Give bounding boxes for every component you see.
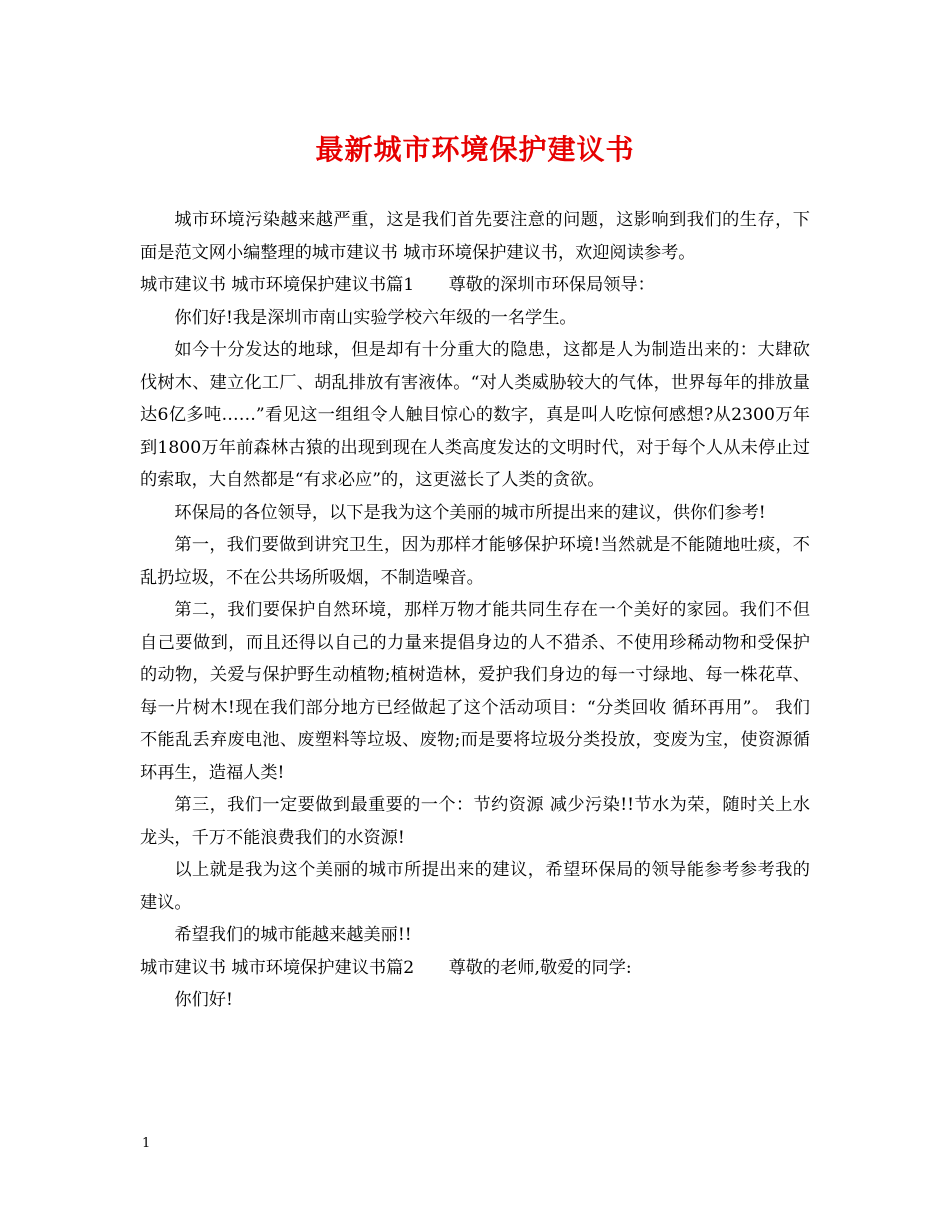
paragraph: 希望我们的城市能越来越美丽!!	[174, 925, 412, 945]
section-heading: 城市建议书 城市环境保护建议书篇1 尊敬的深圳市环保局领导：	[140, 275, 655, 295]
paragraph: 你们好!我是深圳市南山实验学校六年级的一名学生。	[174, 307, 577, 328]
paragraph: 第一，我们要做到讲究卫生，因为那样才能够保护环境!当然就是不能随地吐痰，不乱扔垃圾，不在公共场所吸烟，不制造噪音。	[140, 535, 810, 588]
document-title: 最新城市环境保护建议书	[315, 133, 635, 166]
paragraph: 你们好!	[174, 990, 233, 1010]
paragraph: 如今十分发达的地球，但是却有十分重大的隐患，这都是人为制造出来的：大肆砍伐树木、建立化工厂、胡乱排放有害液体。“对人类威胁较大的气体，世界每年的排放量达6亿多吨……”看见这一组组令人触目惊心的数字，真是叫人吃惊何感想?从2300万年到1800万年前森林古猿的出现到现在人类高度发达的文明时代，对于每个人从未停止过的索取，大自然都是“有求必应”的，这更滋长了人类的贪欲。	[140, 340, 810, 490]
section-heading: 城市建议书 城市环境保护建议书篇2 尊敬的老师,敬爱的同学:	[140, 957, 632, 978]
paragraph: 第三，我们一定要做到最重要的一个：节约资源 减少污染!!节水为荣，随时关上水龙头，千万不能浪费我们的水资源!	[140, 795, 810, 848]
paragraph: 以上就是我为这个美丽的城市所提出来的建议，希望环保局的领导能参考参考我的建议。	[140, 860, 810, 913]
page-number: 1	[142, 1136, 151, 1151]
paragraph: 环保局的各位领导，以下是我为这个美丽的城市所提出来的建议，供你们参考!	[174, 502, 766, 523]
paragraph: 城市环境污染越来越严重，这是我们首先要注意的问题，这影响到我们的生存，下面是范文网小编整理的城市建议书 城市环境保护建议书，欢迎阅读参考。	[140, 210, 810, 263]
paragraph: 第二，我们要保护自然环境，那样万物才能共同生存在一个美好的家园。我们不但自己要做到，而且还得以自己的力量来提倡身边的人不猎杀、不使用珍稀动物和受保护的动物，关爱与保护野生动植物;植树造林，爱护我们身边的每一寸绿地、每一株花草、每一片树木!现在我们部分地方已经做起了这个活动项目：“分类回收 循环再用”。 我们不能乱丢弃废电池、废塑料等垃圾、废物;而是要将垃圾分类投放，变废为宝，使资源循环再生，造福人类!	[140, 600, 810, 783]
document-body	[140, 204, 810, 1017]
